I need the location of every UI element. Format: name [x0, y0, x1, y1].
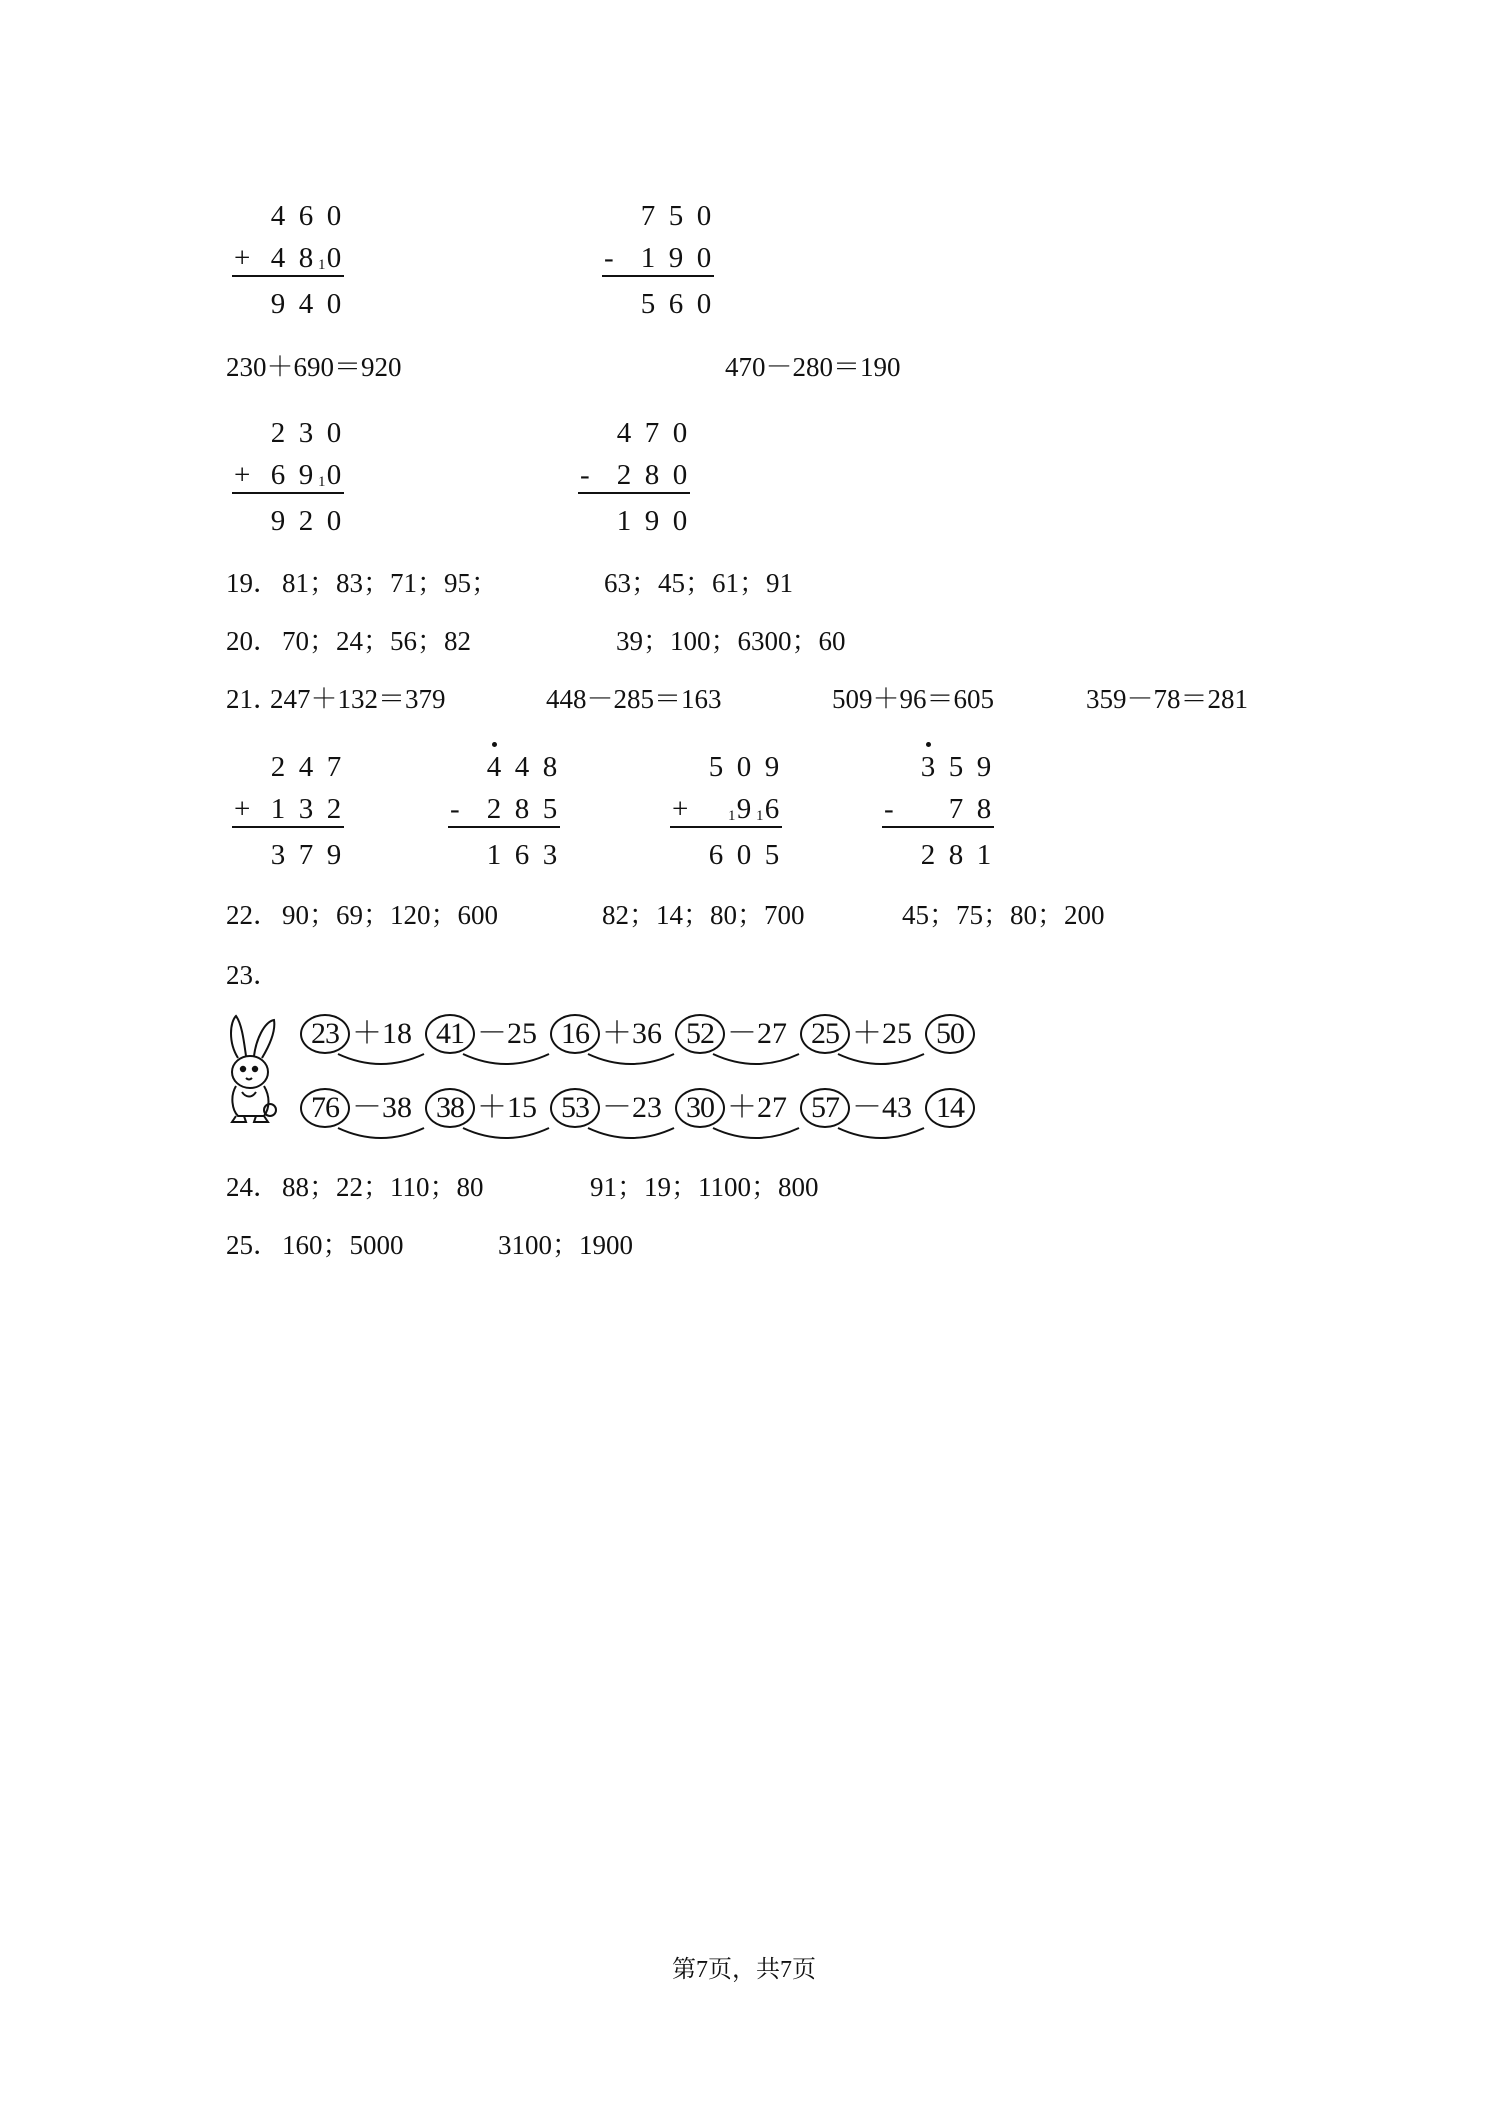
carry-mark: 1: [728, 808, 736, 824]
bottom-digit: 8: [976, 793, 992, 825]
connector-arc: [586, 1126, 676, 1146]
circled-number: 57: [800, 1088, 850, 1128]
sum-line: [232, 492, 344, 494]
operator-sign: -: [604, 242, 614, 274]
top-digit: 0: [736, 751, 752, 783]
q21-eq4: 359－78＝281: [1086, 684, 1248, 714]
top-digit: 5: [668, 200, 684, 232]
connector-arc: [836, 1052, 926, 1072]
q21-number: 21．: [226, 684, 280, 714]
connector-arc: [711, 1052, 801, 1072]
chain-operation: －23: [602, 1091, 662, 1124]
result-digit: 2: [920, 839, 936, 871]
operator-sign: +: [234, 459, 251, 491]
result-digit: 9: [270, 288, 286, 320]
bottom-digit: 9: [668, 242, 684, 274]
borrow-dot: [926, 742, 931, 747]
bottom-digit: 3: [298, 793, 314, 825]
q19-number: 19．: [226, 568, 280, 598]
sum-line: [232, 275, 344, 277]
connector-arc: [336, 1052, 426, 1072]
q24-part2: 91；19；1100；800: [590, 1172, 819, 1202]
circled-number: 41: [425, 1014, 475, 1054]
circled-number: 50: [925, 1014, 975, 1054]
bottom-digit: 9: [736, 793, 752, 825]
operator-sign: +: [672, 793, 689, 825]
bottom-digit: 1: [270, 793, 286, 825]
carry-mark: 1: [318, 257, 326, 273]
top-digit: 5: [708, 751, 724, 783]
carry-mark: 1: [318, 474, 326, 490]
circled-number: 14: [925, 1088, 975, 1128]
top-digit: 2: [270, 751, 286, 783]
sum-line: [670, 826, 782, 828]
bottom-digit: 5: [542, 793, 558, 825]
chain-operation: －25: [477, 1017, 537, 1050]
page-footer: 第7页，共7页: [672, 1957, 816, 1983]
result-digit: 4: [298, 288, 314, 320]
bottom-digit: 8: [298, 242, 314, 274]
top-digit: 0: [326, 200, 342, 232]
sum-line: [448, 826, 560, 828]
q25-number: 25．: [226, 1230, 280, 1260]
operator-sign: +: [234, 242, 251, 274]
bottom-digit: 8: [514, 793, 530, 825]
sum-line: [578, 492, 690, 494]
q20-part2: 39；100；6300；60: [616, 626, 846, 656]
result-digit: 1: [486, 839, 502, 871]
equation-subtraction: 470－280＝190: [725, 352, 901, 382]
result-digit: 6: [514, 839, 530, 871]
top-digit: 9: [976, 751, 992, 783]
bottom-digit: 6: [270, 459, 286, 491]
top-digit: 7: [640, 200, 656, 232]
bottom-digit: 7: [948, 793, 964, 825]
bottom-digit: 1: [640, 242, 656, 274]
result-digit: 2: [298, 505, 314, 537]
q21-eq2: 448－285＝163: [546, 684, 722, 714]
bottom-digit: 9: [298, 459, 314, 491]
chain-operation: ＋15: [477, 1091, 537, 1124]
top-digit: 0: [326, 417, 342, 449]
operator-sign: -: [884, 793, 894, 825]
circled-number: 16: [550, 1014, 600, 1054]
bottom-digit: 2: [616, 459, 632, 491]
bottom-digit: 2: [326, 793, 342, 825]
operator-sign: -: [450, 793, 460, 825]
circled-number: 25: [800, 1014, 850, 1054]
operator-sign: +: [234, 793, 251, 825]
result-digit: 7: [298, 839, 314, 871]
q24-number: 24．: [226, 1172, 280, 1202]
result-digit: 0: [326, 288, 342, 320]
result-digit: 9: [644, 505, 660, 537]
bottom-digit: 0: [672, 459, 688, 491]
chain-operation: ＋25: [852, 1017, 912, 1050]
chain-operation: ＋18: [352, 1017, 412, 1050]
q22-part1: 90；69；120；600: [282, 900, 498, 930]
connector-arc: [711, 1126, 801, 1146]
bottom-digit: 0: [326, 242, 342, 274]
q19-part2: 63；45；61；91: [604, 568, 793, 598]
result-digit: 0: [326, 505, 342, 537]
result-digit: 3: [542, 839, 558, 871]
bottom-digit: 6: [764, 793, 780, 825]
bottom-digit: 8: [644, 459, 660, 491]
top-digit: 0: [696, 200, 712, 232]
q25-part1: 160；5000: [282, 1230, 404, 1260]
sum-line: [602, 275, 714, 277]
top-digit: 4: [486, 751, 502, 783]
result-digit: 5: [764, 839, 780, 871]
q21-eq3: 509＋96＝605: [832, 684, 994, 714]
top-digit: 6: [298, 200, 314, 232]
top-digit: 2: [270, 417, 286, 449]
chain-operation: －38: [352, 1091, 412, 1124]
borrow-dot: [492, 742, 497, 747]
result-digit: 9: [270, 505, 286, 537]
q25-part2: 3100；1900: [498, 1230, 633, 1260]
result-digit: 9: [326, 839, 342, 871]
circled-number: 23: [300, 1014, 350, 1054]
q22-number: 22．: [226, 900, 280, 930]
result-digit: 8: [948, 839, 964, 871]
equation-addition: 230＋690＝920: [226, 352, 402, 382]
top-digit: 7: [644, 417, 660, 449]
chain-operation: ＋36: [602, 1017, 662, 1050]
chain-operation: ＋27: [727, 1091, 787, 1124]
top-digit: 3: [298, 417, 314, 449]
top-digit: 8: [542, 751, 558, 783]
q22-part2: 82；14；80；700: [602, 900, 805, 930]
top-digit: 4: [270, 200, 286, 232]
circled-number: 53: [550, 1088, 600, 1128]
result-digit: 3: [270, 839, 286, 871]
q20-part1: 70；24；56；82: [282, 626, 471, 656]
result-digit: 0: [696, 288, 712, 320]
result-digit: 6: [708, 839, 724, 871]
rabbit-icon: [224, 1012, 288, 1126]
q19-part1: 81；83；71；95；: [282, 568, 498, 598]
q22-part3: 45；75；80；200: [902, 900, 1105, 930]
bottom-digit: 0: [696, 242, 712, 274]
bottom-digit: 0: [326, 459, 342, 491]
result-digit: 1: [976, 839, 992, 871]
top-digit: 7: [326, 751, 342, 783]
connector-arc: [836, 1126, 926, 1146]
operator-sign: -: [580, 459, 590, 491]
result-digit: 6: [668, 288, 684, 320]
top-digit: 4: [514, 751, 530, 783]
connector-arc: [336, 1126, 426, 1146]
circled-number: 38: [425, 1088, 475, 1128]
top-digit: 4: [298, 751, 314, 783]
result-digit: 5: [640, 288, 656, 320]
top-digit: 0: [672, 417, 688, 449]
sum-line: [882, 826, 994, 828]
result-digit: 1: [616, 505, 632, 537]
carry-mark: 1: [756, 808, 764, 824]
circled-number: 76: [300, 1088, 350, 1128]
result-digit: 0: [672, 505, 688, 537]
bottom-digit: 4: [270, 242, 286, 274]
sum-line: [232, 826, 344, 828]
top-digit: 3: [920, 751, 936, 783]
connector-arc: [461, 1052, 551, 1072]
q23-number: 23．: [226, 960, 280, 990]
top-digit: 4: [616, 417, 632, 449]
q21-eq1: 247＋132＝379: [270, 684, 446, 714]
chain-operation: －27: [727, 1017, 787, 1050]
top-digit: 5: [948, 751, 964, 783]
q20-number: 20．: [226, 626, 280, 656]
bottom-digit: 2: [486, 793, 502, 825]
circled-number: 30: [675, 1088, 725, 1128]
top-digit: 9: [764, 751, 780, 783]
circled-number: 52: [675, 1014, 725, 1054]
connector-arc: [586, 1052, 676, 1072]
chain-operation: －43: [852, 1091, 912, 1124]
connector-arc: [461, 1126, 551, 1146]
result-digit: 0: [736, 839, 752, 871]
q24-part1: 88；22；110；80: [282, 1172, 484, 1202]
